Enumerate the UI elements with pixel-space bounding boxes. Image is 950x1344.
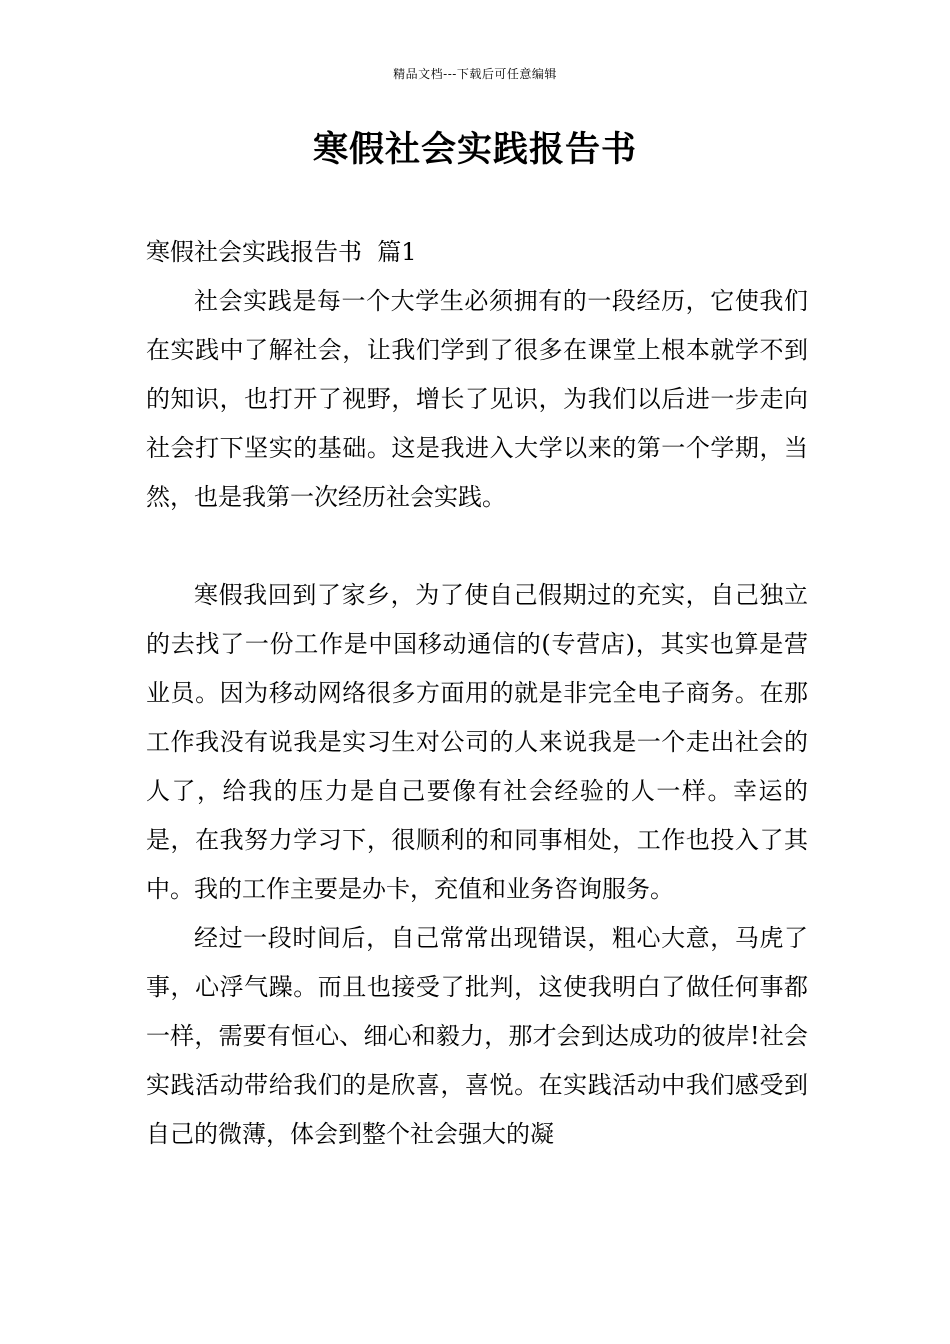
paragraph-2: 寒假我回到了家乡，为了使自己假期过的充实，自己独立的去找了一份工作是中国移动通信的(专营店)，其实也算是营业员。因为移动网络很多方面用的就是非完全电子商务。在那工作我没有说我是实习生对公司的人来说我是一个走出社会的人了，给我的压力是自己要像有社会经验的人一样。幸运的是，在我努力学习下，很顺利的和同事相处，工作也投入了其中。我的工作主要是办卡，充值和业务咨询服务。 bbox=[146, 581, 808, 903]
paragraph-1: 社会实践是每一个大学生必须拥有的一段经历，它使我们在实践中了解社会，让我们学到了很多在课堂上根本就学不到的知识，也打开了视野，增长了见识，为我们以后进一步走向社会打下坚实的基础。这是我进入大学以来的第一个学期，当然，也是我第一次经历社会实践。 bbox=[146, 287, 808, 511]
paragraph-gap bbox=[146, 522, 808, 571]
section-subtitle: 寒假社会实践报告书 篇1 bbox=[146, 238, 417, 266]
document-title: 寒假社会实践报告书 bbox=[312, 129, 637, 170]
paragraph-3: 经过一段时间后，自己常常出现错误，粗心大意，马虎了事，心浮气躁。而且也接受了批判，这使我明白了做任何事都一样，需要有恒心、细心和毅力，那才会到达成功的彼岸!社会实践活动带给我们的是欣喜，喜悦。在实践活动中我们感受到自己的微薄，体会到整个社会强大的凝 bbox=[146, 924, 808, 1148]
page-header: 精品文档---下载后可任意编辑 bbox=[393, 67, 557, 81]
document-body bbox=[146, 228, 808, 1159]
